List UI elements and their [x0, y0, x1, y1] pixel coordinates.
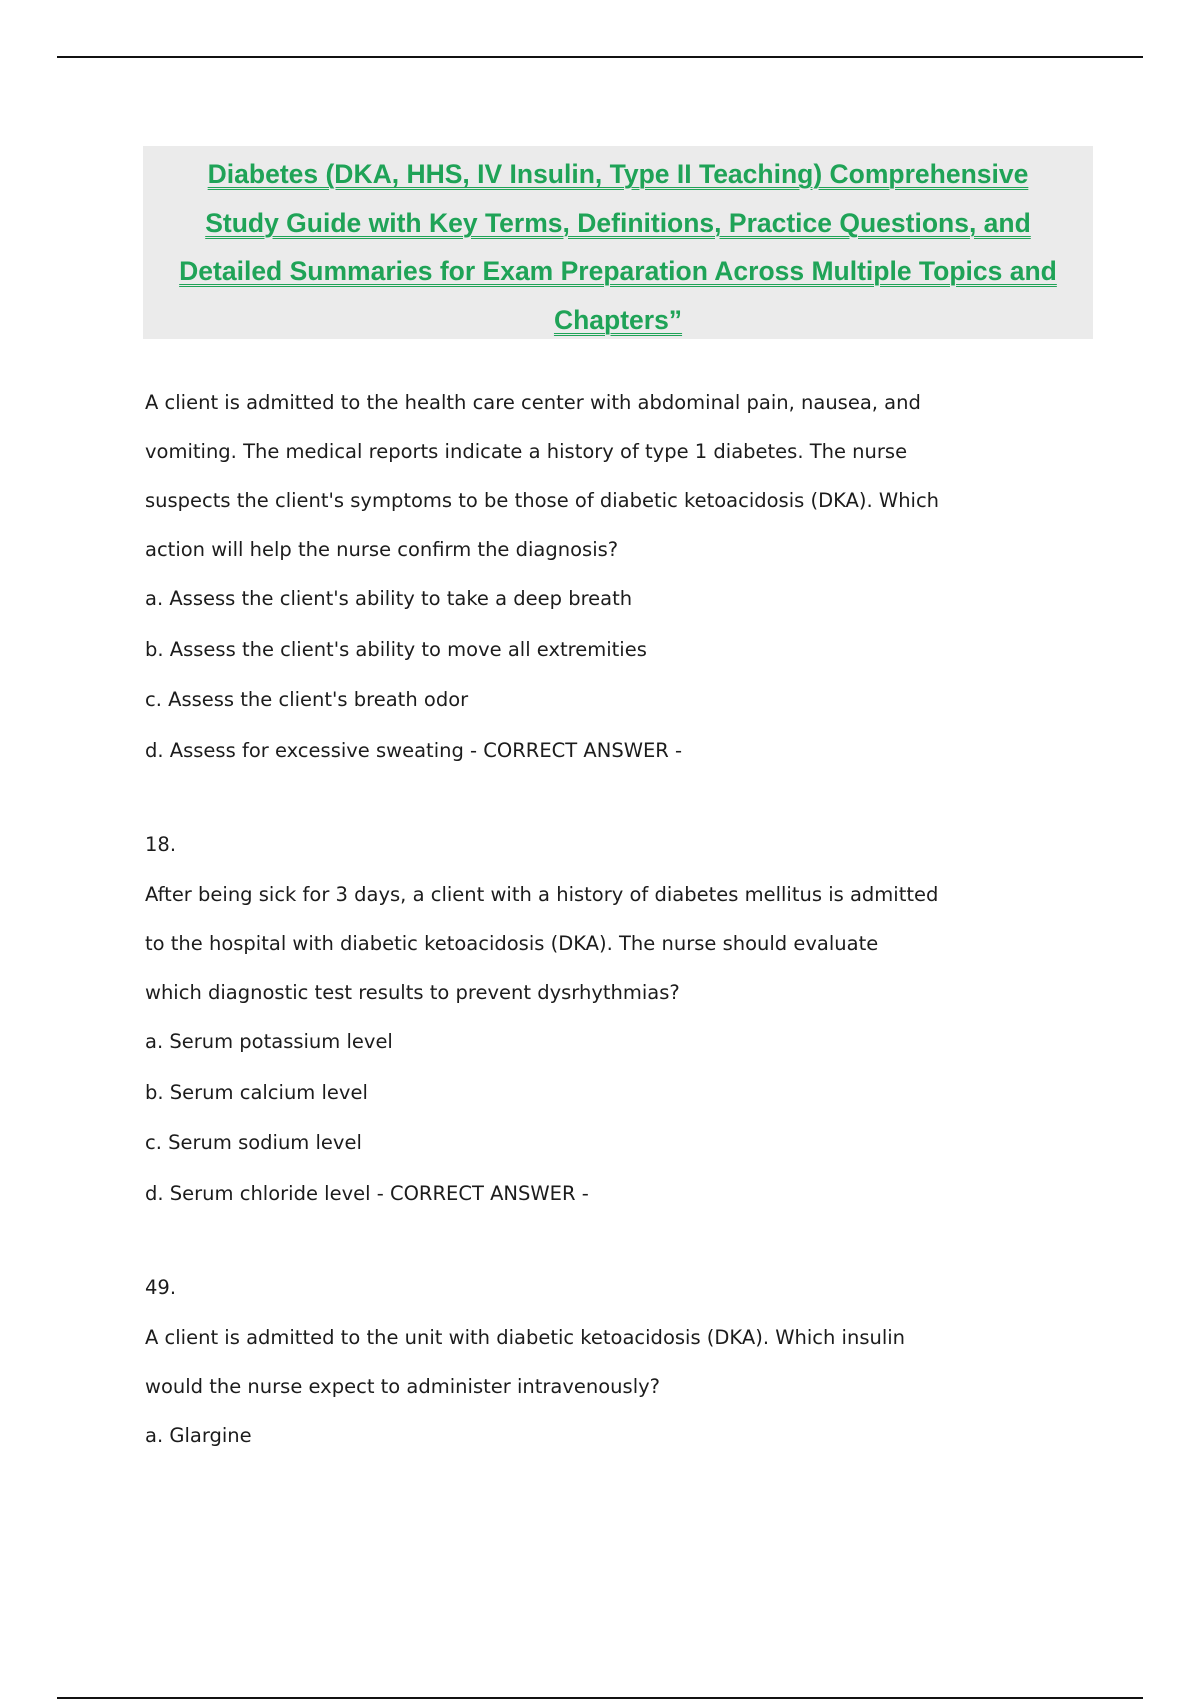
answer-option: a. Glargine [145, 1424, 252, 1447]
question-stem-line: vomiting. The medical reports indicate a history of type 1 diabetes. The nurse [145, 440, 908, 463]
document-title [143, 146, 1093, 339]
question-block [145, 820, 1085, 1219]
question-stem-line: A client is admitted to the health care center with abdominal pain, nausea, and [145, 391, 921, 414]
question-stem [145, 378, 1085, 574]
question-stem-line: After being sick for 3 days, a client with a history of diabetes mellitus is admitted [145, 883, 939, 906]
document-body [145, 378, 1085, 1462]
question-stem-line: A client is admitted to the unit with diabetic ketoacidosis (DKA). Which insulin [145, 1326, 906, 1349]
title-line[interactable]: Diabetes (DKA, HHS, IV Insulin, Type II Teaching) Comprehensive [207, 159, 1029, 189]
title-line[interactable]: Detailed Summaries for Exam Preparation Across Multiple Topics and [179, 256, 1057, 286]
answer-option: b. Assess the client's ability to move all extremities [145, 637, 647, 661]
question-block [145, 1263, 1085, 1462]
bottom-rule [57, 1697, 1143, 1699]
question-stem [145, 870, 1085, 1017]
answer-option: d. Serum chloride level - CORRECT ANSWER - [145, 1181, 589, 1205]
answer-option: a. Assess the client's ability to take a deep breath [145, 587, 633, 610]
answer-option: c. Serum sodium level [145, 1131, 362, 1154]
title-line[interactable]: Chapters” [553, 304, 683, 335]
question-stem-line: which diagnostic test results to prevent dysrhythmias? [145, 981, 680, 1004]
answer-option: a. Serum potassium level [145, 1030, 393, 1053]
top-rule [57, 56, 1143, 58]
answer-option: d. Assess for excessive sweating - CORRECT ANSWER - [145, 738, 683, 762]
question-stem-line: would the nurse expect to administer intravenously? [145, 1375, 661, 1398]
answer-option: c. Assess the client's breath odor [145, 688, 469, 711]
question-number: 49. [145, 1276, 177, 1299]
answer-option: b. Serum calcium level [145, 1080, 368, 1104]
question-stem-line: suspects the client's symptoms to be those of diabetic ketoacidosis (DKA). Which [145, 489, 940, 512]
question-block [145, 378, 1085, 776]
title-line[interactable]: Study Guide with Key Terms, Definitions, Practice Questions, and [205, 207, 1031, 238]
question-stem-line: action will help the nurse confirm the diagnosis? [145, 538, 619, 561]
question-number: 18. [145, 833, 177, 856]
question-stem-line: to the hospital with diabetic ketoacidosis (DKA). The nurse should evaluate [145, 932, 879, 955]
question-stem [145, 1313, 1085, 1411]
